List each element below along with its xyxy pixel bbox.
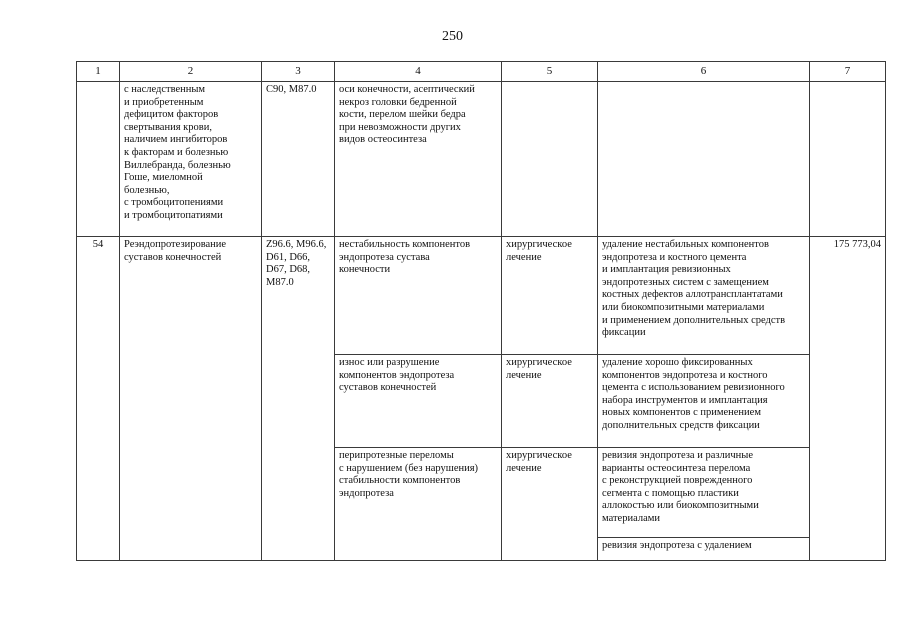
- row-number-cell: 54: [77, 237, 120, 561]
- header-col-6: 6: [598, 62, 810, 82]
- medical-care-table: [76, 61, 886, 561]
- header-col-7: 7: [810, 62, 886, 82]
- treatment-cell: хирургическое лечение: [502, 237, 598, 355]
- method-cell: удаление хорошо фиксированных компонентов эндопротеза и костного цемента с использованием ревизионного набора инструментов и имплантация новых компонентов с применением дополнительных средств фиксации: [598, 355, 810, 448]
- condition-cell: нестабильность компонентов эндопротеза сустава конечности: [335, 237, 502, 355]
- header-col-4: 4: [335, 62, 502, 82]
- table-row: [77, 237, 886, 355]
- condition-cell: перипротезные переломы с нарушением (без нарушения) стабильности компонентов эндопротеза: [335, 448, 502, 561]
- treatment-cell: хирургическое лечение: [502, 448, 598, 561]
- price-cell: 175 773,04: [810, 237, 886, 561]
- continuation-treatment-cell: [502, 82, 598, 237]
- header-col-5: 5: [502, 62, 598, 82]
- condition-cell: износ или разрушение компонентов эндопротеза суставов конечностей: [335, 355, 502, 448]
- method-cell: ревизия эндопротеза с удалением: [598, 538, 810, 561]
- continuation-codes-cell: C90, M87.0: [262, 82, 335, 237]
- method-cell: ревизия эндопротеза и различные варианты остеосинтеза перелома с реконструкцией поврежденного сегмента с помощью пластики аллокостью или биокомпозитными материалами: [598, 448, 810, 538]
- continuation-price-cell: [810, 82, 886, 237]
- treatment-cell: хирургическое лечение: [502, 355, 598, 448]
- row-name-cell: Реэндопротезирование суставов конечностей: [120, 237, 262, 561]
- header-col-1: 1: [77, 62, 120, 82]
- continuation-condition-cell: оси конечности, асептический некроз головки бедренной кости, перелом шейки бедра при невозможности других видов остеосинтеза: [335, 82, 502, 237]
- continuation-row: [77, 82, 886, 237]
- header-row: [77, 62, 886, 82]
- continuation-method-cell: [598, 82, 810, 237]
- method-cell: удаление нестабильных компонентов эндопротеза и костного цемента и имплантация ревизионных эндопротезных систем с замещением костных дефектов аллотрансплантатами или биокомпозитными материалами и применением дополнительных средств фиксации: [598, 237, 810, 355]
- page-number: 250: [442, 29, 463, 44]
- row-codes-cell: Z96.6, M96.6, D61, D66, D67, D68, M87.0: [262, 237, 335, 561]
- header-col-3: 3: [262, 62, 335, 82]
- continuation-number-cell: [77, 82, 120, 237]
- continuation-name-cell: с наследственным и приобретенным дефицитом факторов свертывания крови, наличием ингибиторов к факторам и болезнью Виллебранда, болезнью Гоше, миеломной болезнью, с тромбоцитопениями и тромбоцитопатиями: [120, 82, 262, 237]
- header-col-2: 2: [120, 62, 262, 82]
